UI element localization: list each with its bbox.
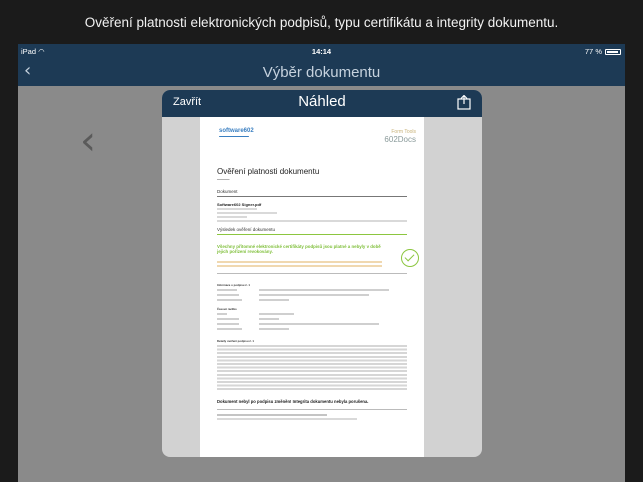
product-logo — [382, 129, 416, 144]
ipad-screen — [18, 44, 625, 482]
share-icon[interactable] — [457, 95, 471, 110]
info-row — [217, 289, 407, 291]
document-title: Ověření platnosti dokumentu — [217, 167, 320, 176]
battery-icon — [605, 49, 621, 55]
battery-percent: 77 % — [584, 47, 602, 56]
info-row — [217, 313, 407, 315]
nav-bar — [18, 59, 625, 86]
result-note — [217, 261, 382, 269]
device-label: iPad ◠ — [21, 47, 45, 56]
text-line — [217, 418, 357, 420]
time-stamp-title: Časové razítko — [217, 307, 237, 311]
battery-status — [585, 47, 621, 56]
status-bar — [18, 44, 625, 59]
divider-green — [217, 234, 407, 235]
file-name: Software602 Signer.pdf — [217, 202, 262, 207]
section-document: Dokument — [217, 189, 238, 194]
integrity-text: Dokument nebyl po podpisu změněn! Integrita dokumentu nebyla porušena. — [217, 399, 369, 404]
text-line — [217, 216, 247, 218]
wifi-icon: ◠ — [38, 47, 45, 56]
document-preview[interactable] — [200, 117, 424, 457]
brand-underline — [219, 136, 249, 137]
info-row — [217, 328, 407, 330]
divider — [217, 196, 407, 197]
info-row — [217, 299, 407, 301]
text-line — [217, 414, 327, 416]
preview-modal — [162, 90, 482, 457]
info-row — [217, 294, 407, 296]
check-icon — [401, 249, 419, 267]
signature-info-title: Informace o podpisu č. 1 — [217, 283, 250, 287]
details-paragraph — [217, 345, 407, 391]
promo-caption: Ověření platnosti elektronických podpisů, typu certifikátu a integrity dokumentu. — [84, 14, 559, 30]
text-line — [217, 208, 257, 210]
text-line — [217, 220, 407, 222]
divider — [217, 273, 407, 274]
product-logo-line2: 602Docs — [384, 135, 416, 144]
section-result: Výsledek ověření dokumentu — [217, 227, 276, 232]
modal-header — [162, 90, 482, 117]
nav-title: Výběr dokumentu — [262, 64, 381, 81]
clock: 14:14 — [311, 47, 332, 56]
chevron-left-icon[interactable]: ‹ — [24, 60, 32, 81]
chevron-left-icon: ‹ — [80, 118, 96, 164]
result-text: Všechny přítomné elektronické certifikáty podpisů jsou platné a nebyly v době jejich pořízení revokovány. — [217, 244, 381, 255]
details-title: Detaily ověření podpisu č. 1 — [217, 339, 254, 343]
info-row — [217, 318, 407, 320]
divider — [217, 409, 407, 410]
text-line — [217, 212, 277, 214]
info-row — [217, 323, 407, 325]
document-date: ▬▬▬▬▬ — [217, 178, 230, 181]
product-logo-line1: Form Tools — [391, 129, 416, 135]
close-button[interactable]: Zavřít — [173, 96, 202, 108]
brand-logo: software602 — [219, 128, 254, 134]
modal-title: Náhled — [298, 93, 346, 110]
